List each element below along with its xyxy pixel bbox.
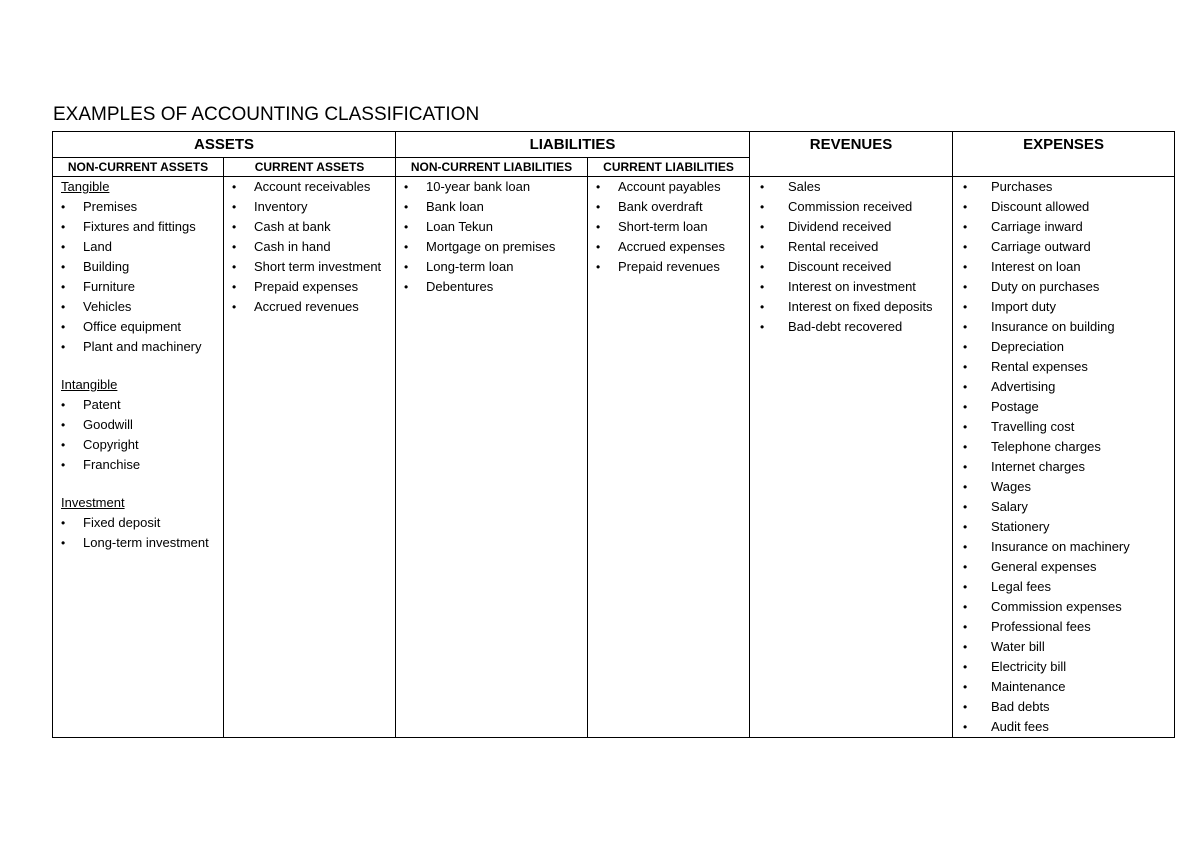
bullet-icon: •: [963, 260, 968, 274]
bullet-icon: •: [404, 220, 409, 234]
bullet-icon: •: [760, 220, 765, 234]
bullet-icon: •: [963, 360, 968, 374]
list-item-label: Accrued expenses: [618, 239, 725, 254]
list-item-label: Interest on investment: [788, 279, 916, 294]
bullet-icon: •: [963, 300, 968, 314]
list-item: [53, 395, 223, 415]
list-item: [588, 217, 749, 237]
list-item-label: Legal fees: [991, 579, 1052, 594]
list-item: [588, 197, 749, 217]
list-item-label: Account receivables: [254, 179, 371, 194]
list-item: [53, 317, 223, 337]
list-item: [396, 257, 587, 277]
list-item: [53, 237, 223, 257]
list-item-label: Furniture: [83, 279, 136, 294]
bullet-icon: •: [404, 180, 409, 194]
current-liabilities-list: [588, 177, 749, 277]
list-item-label: Prepaid expenses: [254, 279, 359, 294]
bullet-icon: •: [61, 340, 66, 354]
bullet-icon: •: [963, 440, 968, 454]
list-item-label: Patent: [83, 397, 121, 412]
bullet-icon: •: [61, 516, 66, 530]
list-item-label: Water bill: [991, 639, 1045, 654]
list-item: [53, 337, 223, 357]
list-item-label: Telephone charges: [991, 439, 1101, 454]
bullet-icon: •: [963, 520, 968, 534]
list-item-label: Interest on fixed deposits: [788, 299, 933, 314]
list-item-label: Bad debts: [991, 699, 1050, 714]
list-item: [953, 417, 1174, 437]
list-item-label: Loan Tekun: [426, 219, 494, 234]
current-assets-list: [224, 177, 395, 317]
expenses-cell: [953, 177, 1175, 738]
list-item: [953, 697, 1174, 717]
list-item: [396, 217, 587, 237]
list-item-label: Stationery: [991, 519, 1050, 534]
list-item: [224, 257, 395, 277]
list-item-label: Carriage inward: [991, 219, 1083, 234]
list-item-label: Discount received: [788, 259, 892, 274]
list-item: [53, 513, 223, 533]
list-item: [396, 237, 587, 257]
bullet-icon: •: [963, 580, 968, 594]
bullet-icon: •: [232, 240, 237, 254]
header-current-liabilities: CURRENT LIABILITIES: [588, 158, 750, 177]
list-item-label: Import duty: [991, 299, 1057, 314]
bullet-icon: •: [760, 320, 765, 334]
list-item-label: Insurance on machinery: [991, 539, 1130, 554]
list-item: [750, 217, 952, 237]
list-item: [750, 237, 952, 257]
list-item-label: Commission expenses: [991, 599, 1122, 614]
list-item: [396, 177, 587, 197]
list-item: [953, 277, 1174, 297]
header-liabilities: LIABILITIES: [396, 132, 750, 158]
list-item-label: Postage: [991, 399, 1039, 414]
list-item-label: Maintenance: [991, 679, 1066, 694]
bullet-icon: •: [404, 280, 409, 294]
list-item-label: Rental expenses: [991, 359, 1088, 374]
group-label-intangible: Intangible: [61, 377, 118, 392]
list-item: [953, 497, 1174, 517]
list-item: [53, 257, 223, 277]
list-item-label: Duty on purchases: [991, 279, 1100, 294]
non-current-assets-cell: [53, 177, 224, 738]
list-item-label: Bad-debt recovered: [788, 319, 903, 334]
list-item-label: Wages: [991, 479, 1031, 494]
investment-list: [53, 513, 223, 553]
list-item-label: Prepaid revenues: [618, 259, 720, 274]
list-item: [953, 337, 1174, 357]
bullet-icon: •: [61, 200, 66, 214]
list-item: [53, 455, 223, 475]
list-item-label: 10-year bank loan: [426, 179, 531, 194]
list-item: [953, 537, 1174, 557]
bullet-icon: •: [760, 280, 765, 294]
content-row: [53, 177, 1175, 738]
list-item-label: Depreciation: [991, 339, 1065, 354]
list-item-label: Bank loan: [426, 199, 484, 214]
bullet-icon: •: [963, 480, 968, 494]
list-item: [396, 197, 587, 217]
list-item-label: Professional fees: [991, 619, 1091, 634]
list-item: [224, 177, 395, 197]
list-item-label: Discount allowed: [991, 199, 1090, 214]
list-item: [953, 437, 1174, 457]
bullet-icon: •: [963, 380, 968, 394]
list-item-label: Long-term investment: [83, 535, 209, 550]
list-item: [224, 237, 395, 257]
bullet-icon: •: [232, 200, 237, 214]
bullet-icon: •: [596, 200, 601, 214]
main-header-row: [53, 132, 1175, 158]
list-item-label: Fixed deposit: [83, 515, 161, 530]
bullet-icon: •: [404, 240, 409, 254]
list-item: [53, 533, 223, 553]
non-current-liabilities-list: [396, 177, 587, 297]
bullet-icon: •: [963, 680, 968, 694]
list-item-label: Debentures: [426, 279, 494, 294]
list-item-label: Internet charges: [991, 459, 1085, 474]
header-assets: ASSETS: [53, 132, 396, 158]
list-item: [53, 415, 223, 435]
list-item-label: General expenses: [991, 559, 1097, 574]
group-label-tangible: Tangible: [61, 179, 110, 194]
list-item: [750, 297, 952, 317]
bullet-icon: •: [963, 180, 968, 194]
list-item: [953, 657, 1174, 677]
list-item-label: Goodwill: [83, 417, 133, 432]
bullet-icon: •: [963, 460, 968, 474]
bullet-icon: •: [760, 240, 765, 254]
bullet-icon: •: [61, 260, 66, 274]
list-item: [953, 217, 1174, 237]
list-item-label: Fixtures and fittings: [83, 219, 196, 234]
list-item-label: Mortgage on premises: [426, 239, 556, 254]
list-item: [953, 477, 1174, 497]
list-item: [953, 197, 1174, 217]
bullet-icon: •: [963, 600, 968, 614]
list-item-label: Salary: [991, 499, 1028, 514]
list-item-label: Franchise: [83, 457, 141, 472]
list-item: [953, 517, 1174, 537]
bullet-icon: •: [232, 220, 237, 234]
bullet-icon: •: [760, 200, 765, 214]
current-assets-cell: [224, 177, 396, 738]
bullet-icon: •: [61, 438, 66, 452]
bullet-icon: •: [963, 280, 968, 294]
list-item: [588, 237, 749, 257]
bullet-icon: •: [404, 260, 409, 274]
bullet-icon: •: [963, 220, 968, 234]
bullet-icon: •: [963, 200, 968, 214]
bullet-icon: •: [760, 260, 765, 274]
list-item-label: Bank overdraft: [618, 199, 703, 214]
bullet-icon: •: [963, 540, 968, 554]
bullet-icon: •: [61, 240, 66, 254]
list-item-label: Office equipment: [83, 319, 182, 334]
list-item: [750, 197, 952, 217]
bullet-icon: •: [596, 240, 601, 254]
list-item: [953, 677, 1174, 697]
list-item: [953, 577, 1174, 597]
non-current-liabilities-cell: [396, 177, 588, 738]
list-item-label: Short term investment: [254, 259, 382, 274]
list-item: [953, 557, 1174, 577]
header-non-current-assets: NON-CURRENT ASSETS: [53, 158, 224, 177]
list-item-label: Rental received: [788, 239, 879, 254]
list-item: [396, 277, 587, 297]
list-item: [588, 177, 749, 197]
bullet-icon: •: [963, 560, 968, 574]
list-item-label: Purchases: [991, 179, 1053, 194]
bullet-icon: •: [61, 398, 66, 412]
bullet-icon: •: [963, 320, 968, 334]
header-current-assets: CURRENT ASSETS: [224, 158, 396, 177]
list-item-label: Cash in hand: [254, 239, 331, 254]
list-item: [750, 257, 952, 277]
bullet-icon: •: [963, 340, 968, 354]
tangible-list: [53, 197, 223, 357]
list-item-label: Short-term loan: [618, 219, 708, 234]
list-item-label: Cash at bank: [254, 219, 331, 234]
list-item: [953, 457, 1174, 477]
list-item: [750, 177, 952, 197]
bullet-icon: •: [61, 320, 66, 334]
list-item: [953, 317, 1174, 337]
bullet-icon: •: [61, 536, 66, 550]
list-item: [953, 177, 1174, 197]
list-item: [588, 257, 749, 277]
list-item: [953, 237, 1174, 257]
intangible-list: [53, 395, 223, 475]
list-item: [750, 277, 952, 297]
revenues-list: [750, 177, 952, 337]
bullet-icon: •: [963, 500, 968, 514]
bullet-icon: •: [596, 260, 601, 274]
list-item: [953, 297, 1174, 317]
bullet-icon: •: [963, 240, 968, 254]
list-item-label: Accrued revenues: [254, 299, 359, 314]
bullet-icon: •: [232, 280, 237, 294]
list-item-label: Audit fees: [991, 719, 1049, 734]
bullet-icon: •: [760, 180, 765, 194]
revenues-cell: [750, 177, 953, 738]
list-item-label: Inventory: [254, 199, 308, 214]
classification-table: [52, 131, 1175, 738]
bullet-icon: •: [963, 720, 968, 734]
list-item-label: Commission received: [788, 199, 913, 214]
list-item-label: Advertising: [991, 379, 1056, 394]
list-item-label: Building: [83, 259, 130, 274]
bullet-icon: •: [61, 300, 66, 314]
list-item-label: Plant and machinery: [83, 339, 202, 354]
list-item: [750, 317, 952, 337]
bullet-icon: •: [232, 260, 237, 274]
bullet-icon: •: [596, 180, 601, 194]
expenses-list: [953, 177, 1174, 737]
bullet-icon: •: [963, 660, 968, 674]
list-item-label: Travelling cost: [991, 419, 1075, 434]
bullet-icon: •: [61, 220, 66, 234]
list-item: [953, 397, 1174, 417]
list-item: [953, 357, 1174, 377]
page-title: EXAMPLES OF ACCOUNTING CLASSIFICATION: [53, 104, 480, 125]
bullet-icon: •: [963, 640, 968, 654]
list-item: [953, 617, 1174, 637]
list-item: [953, 597, 1174, 617]
list-item: [53, 435, 223, 455]
list-item-label: Sales: [788, 179, 821, 194]
bullet-icon: •: [232, 180, 237, 194]
list-item: [953, 377, 1174, 397]
current-liabilities-cell: [588, 177, 750, 738]
list-item: [53, 277, 223, 297]
list-item-label: Carriage outward: [991, 239, 1091, 254]
bullet-icon: •: [963, 400, 968, 414]
list-item: [224, 217, 395, 237]
header-revenues: REVENUES: [750, 132, 953, 177]
list-item: [224, 277, 395, 297]
list-item: [53, 217, 223, 237]
bullet-icon: •: [61, 458, 66, 472]
bullet-icon: •: [596, 220, 601, 234]
bullet-icon: •: [404, 200, 409, 214]
header-expenses: EXPENSES: [953, 132, 1175, 177]
bullet-icon: •: [963, 700, 968, 714]
list-item-label: Copyright: [83, 437, 139, 452]
list-item: [953, 257, 1174, 277]
list-item-label: Land: [83, 239, 112, 254]
bullet-icon: •: [232, 300, 237, 314]
list-item: [224, 297, 395, 317]
bullet-icon: •: [61, 418, 66, 432]
list-item-label: Account payables: [618, 179, 721, 194]
list-item: [953, 637, 1174, 657]
list-item: [53, 197, 223, 217]
list-item: [953, 717, 1174, 737]
group-label-investment: Investment: [61, 495, 125, 510]
list-item-label: Interest on loan: [991, 259, 1081, 274]
list-item-label: Vehicles: [83, 299, 132, 314]
list-item-label: Premises: [83, 199, 138, 214]
list-item-label: Electricity bill: [991, 659, 1067, 674]
list-item-label: Long-term loan: [426, 259, 514, 274]
bullet-icon: •: [61, 280, 66, 294]
header-non-current-liabilities: NON-CURRENT LIABILITIES: [396, 158, 588, 177]
bullet-icon: •: [760, 300, 765, 314]
list-item-label: Insurance on building: [991, 319, 1115, 334]
list-item-label: Dividend received: [788, 219, 892, 234]
bullet-icon: •: [963, 620, 968, 634]
bullet-icon: •: [963, 420, 968, 434]
list-item: [53, 297, 223, 317]
list-item: [224, 197, 395, 217]
